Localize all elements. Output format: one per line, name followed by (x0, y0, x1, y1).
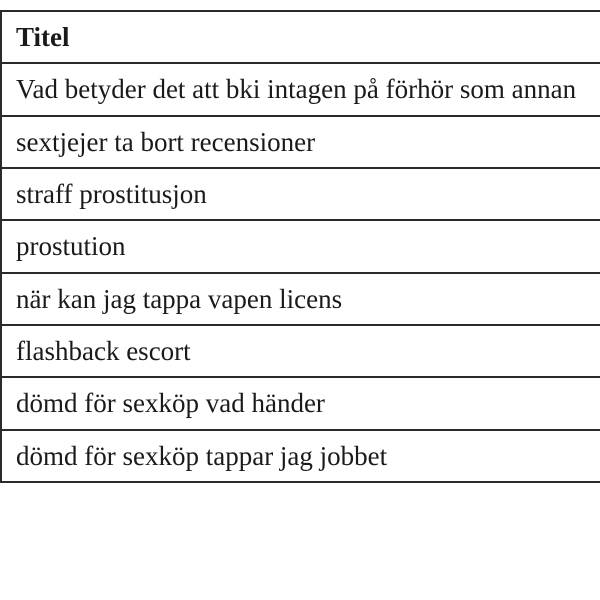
table-row (1, 377, 600, 429)
table-row (1, 220, 600, 272)
titel-table (0, 10, 600, 483)
table-cell-title: flashback escort (1, 325, 600, 377)
table-cell-title: prostution (1, 220, 600, 272)
document-table-container (0, 10, 600, 483)
table-row (1, 430, 600, 482)
column-header-titel: Titel (1, 11, 600, 63)
table-cell-title: Vad betyder det att bki intagen på förhör som annan (1, 63, 600, 115)
table-row (1, 63, 600, 115)
table-row (1, 116, 600, 168)
table-cell-title: dömd för sexköp vad händer (1, 377, 600, 429)
table-cell-title: när kan jag tappa vapen licens (1, 273, 600, 325)
table-row (1, 325, 600, 377)
table-cell-title: dömd för sexköp tappar jag jobbet (1, 430, 600, 482)
table-row (1, 168, 600, 220)
table-header-row (1, 11, 600, 63)
table-cell-title: straff prostitusjon (1, 168, 600, 220)
table-body (1, 11, 600, 482)
table-row (1, 273, 600, 325)
table-cell-title: sextjejer ta bort recensioner (1, 116, 600, 168)
